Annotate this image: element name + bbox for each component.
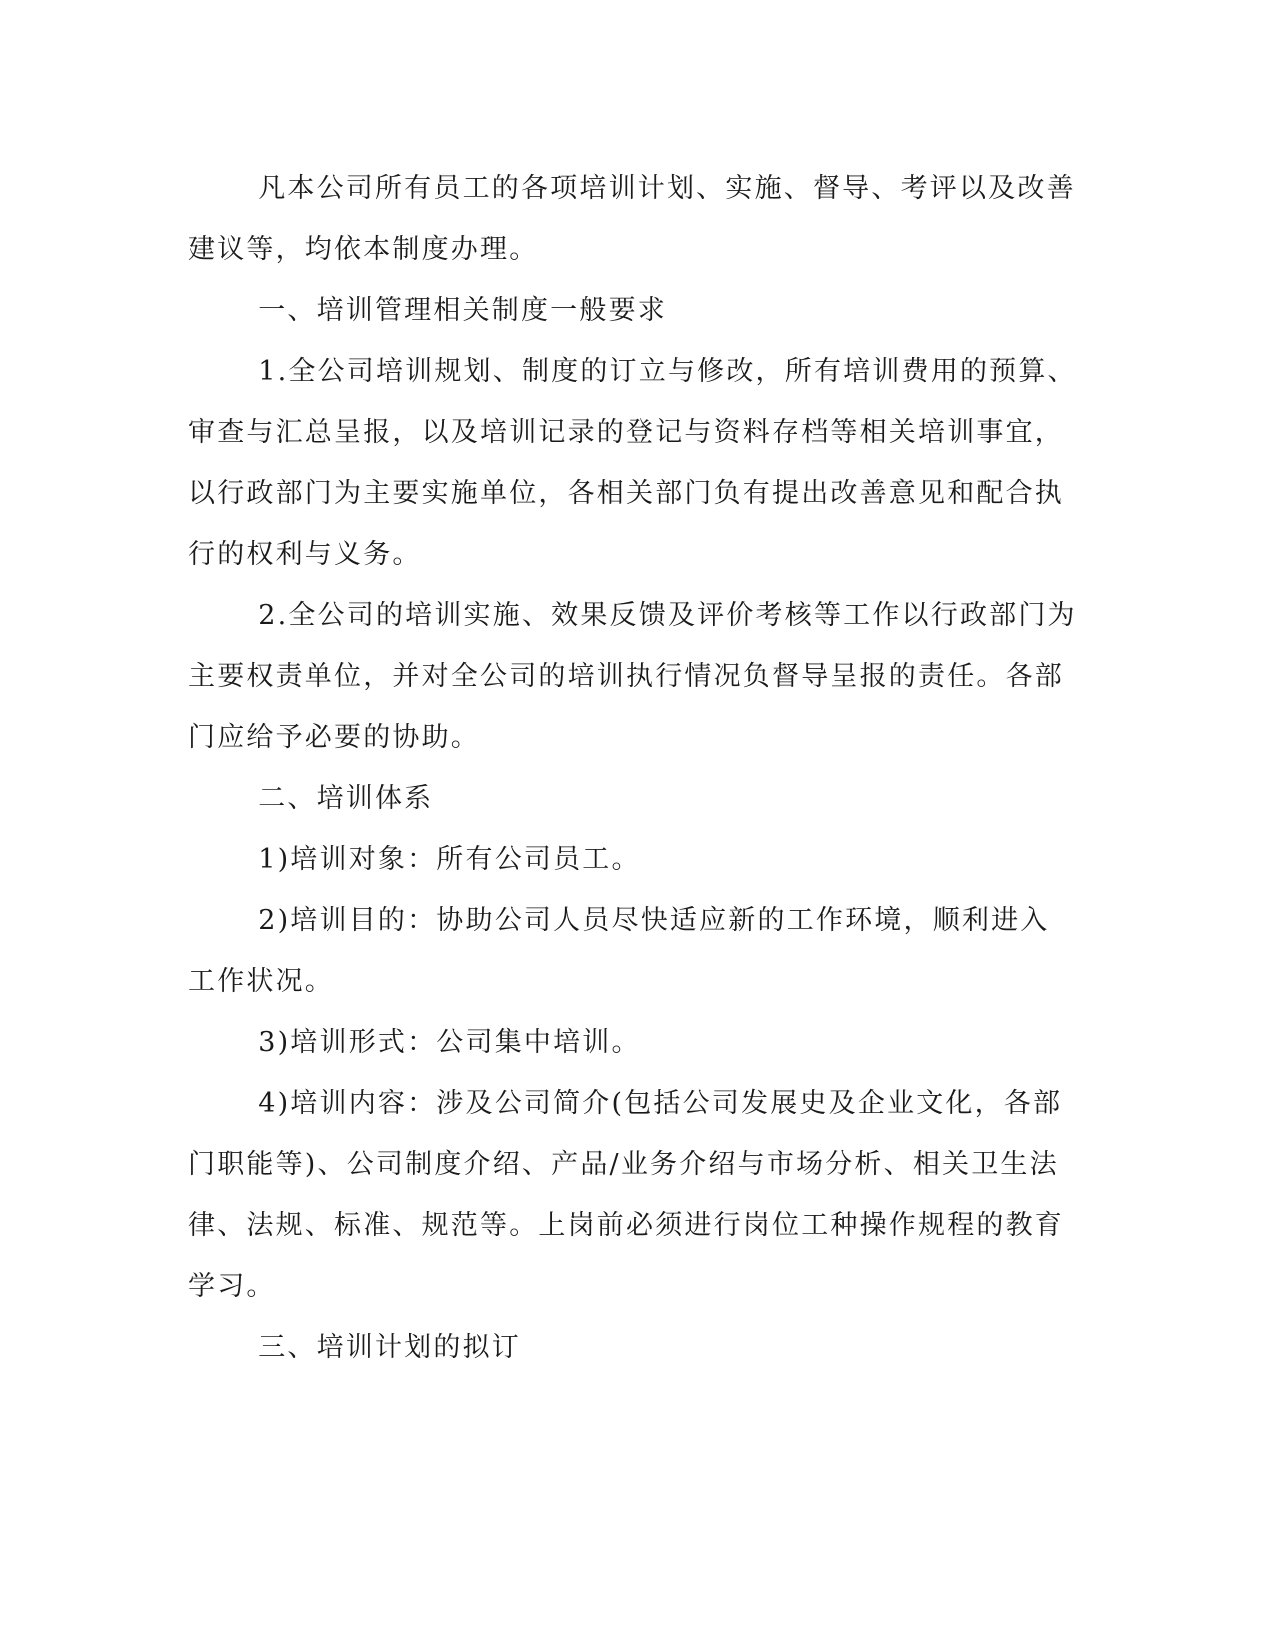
- section-heading-3: 三、培训计划的拟订: [258, 1332, 521, 1363]
- document-body: [188, 158, 1078, 1378]
- list-item-training-content: 4)培训内容：涉及公司简介(包括公司发展史及企业文化，各部门职能等)、公司制度介绍、产品/业务介绍与市场分析、相关卫生法律、法规、标准、规范等。上岗前必须进行岗位工种操作规程的教育学习。: [188, 1088, 1064, 1302]
- list-item-training-target: 1)培训对象：所有公司员工。: [258, 844, 641, 875]
- paragraph-intro: 凡本公司所有员工的各项培训计划、实施、督导、考评以及改善建议等，均依本制度办理。: [188, 173, 1076, 265]
- paragraph-item-1: 1.全公司培训规划、制度的订立与修改，所有培训费用的预算、审查与汇总呈报，以及培训记录的登记与资料存档等相关培训事宜，以行政部门为主要实施单位，各相关部门负有提出改善意见和配合执行的权利与义务。: [188, 356, 1077, 570]
- list-item-training-purpose: 2)培训目的：协助公司人员尽快适应新的工作环境，顺利进入工作状况。: [188, 905, 1050, 997]
- section-heading-1: 一、培训管理相关制度一般要求: [258, 295, 667, 326]
- section-heading-2: 二、培训体系: [258, 783, 434, 814]
- paragraph-item-2: 2.全公司的培训实施、效果反馈及评价考核等工作以行政部门为主要权责单位，并对全公司的培训执行情况负督导呈报的责任。各部门应给予必要的协助。: [188, 600, 1077, 753]
- list-item-training-form: 3)培训形式：公司集中培训。: [258, 1027, 641, 1058]
